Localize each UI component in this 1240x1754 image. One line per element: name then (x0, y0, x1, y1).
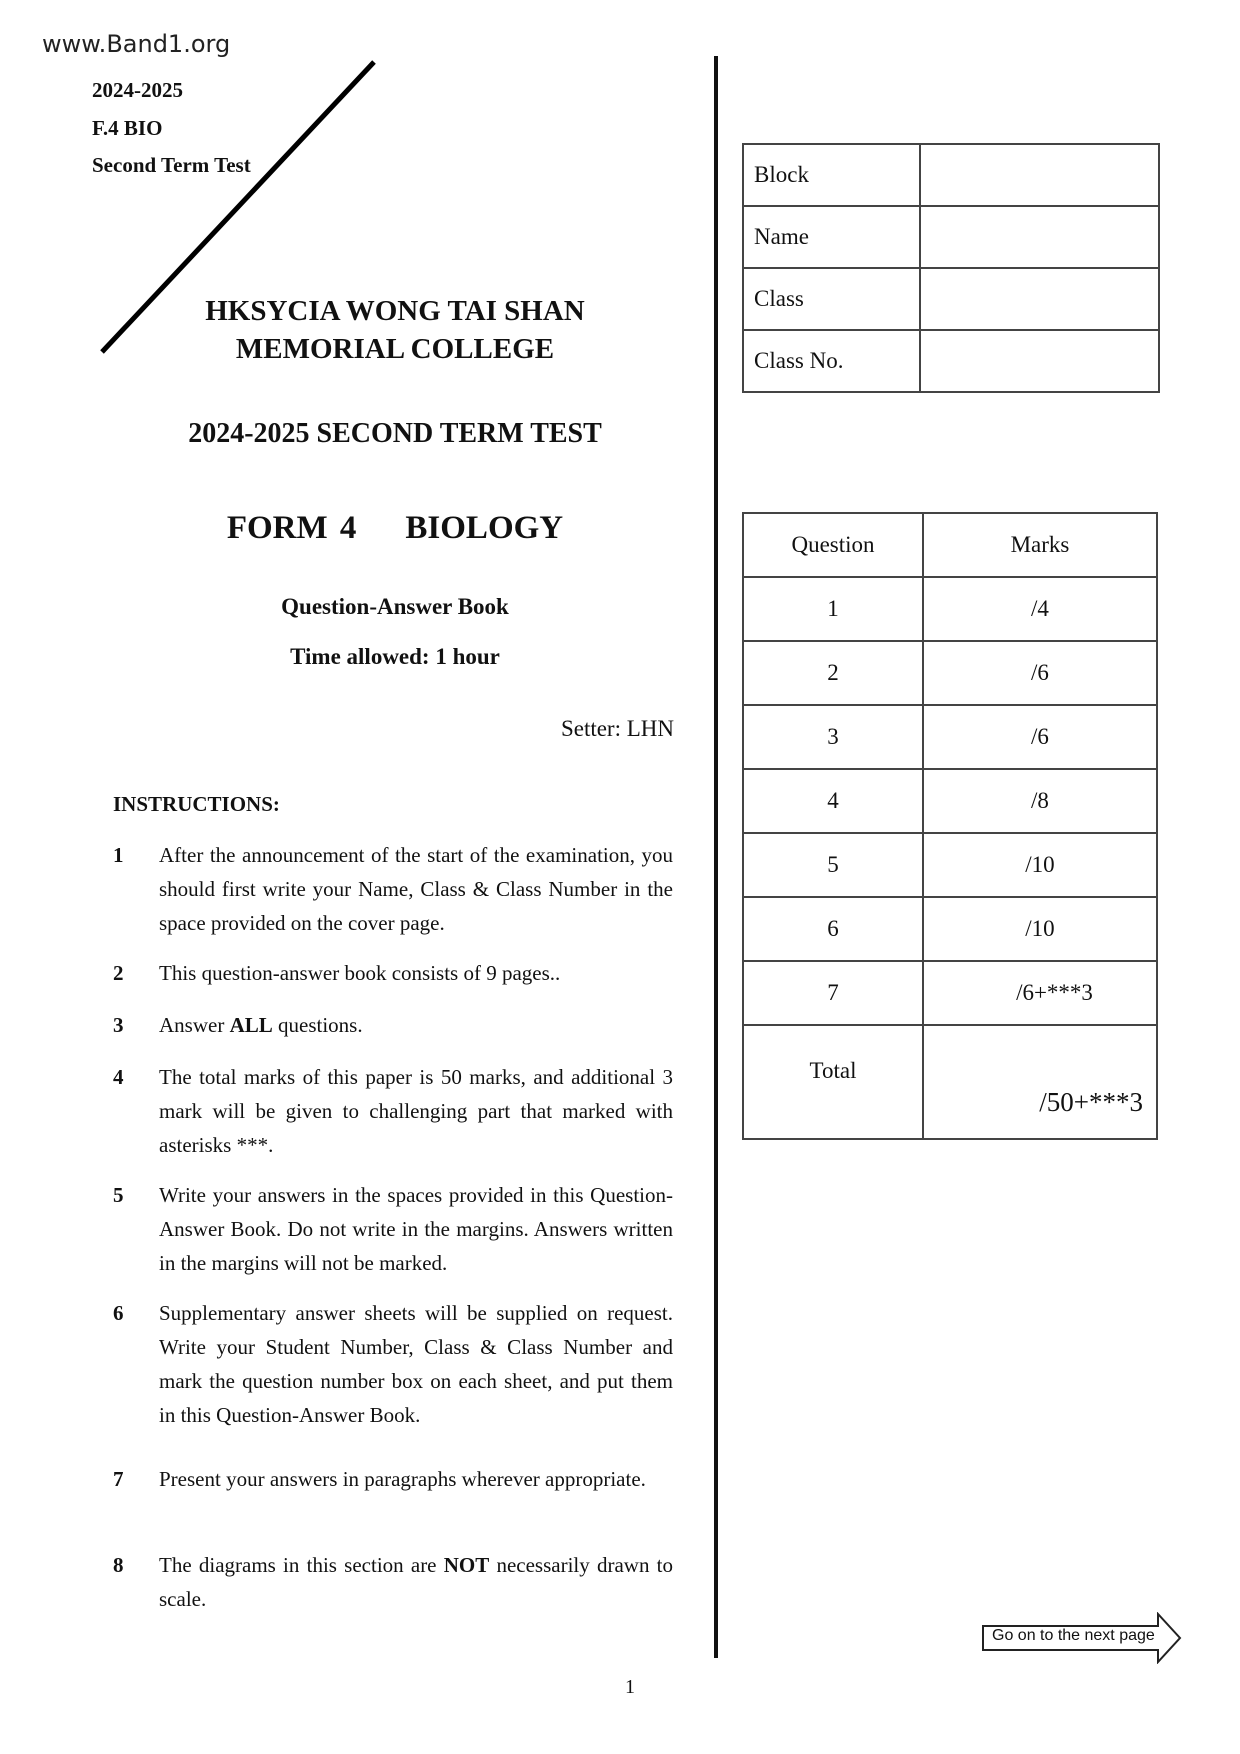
total-label: Total (809, 1058, 857, 1083)
term-title: 2024-2025 SECOND TERM TEST (188, 418, 602, 449)
form-subject-title: FORM 4 BIOLOGY (226, 510, 564, 546)
instruction-item (113, 838, 673, 940)
instruction-text-part: Answer (159, 1013, 230, 1037)
table-row (743, 897, 1157, 961)
question-marks: /10 (923, 833, 1157, 897)
question-marks: /6 (923, 705, 1157, 769)
watermark: www.Band1.org (42, 30, 231, 58)
table-row (743, 769, 1157, 833)
question-marks: /6 (923, 641, 1157, 705)
instruction-text-part: necessarily drawn to scale. (159, 1553, 674, 1611)
school-name (90, 292, 700, 368)
page-number: 1 (625, 1676, 635, 1698)
instruction-number: 4 (113, 1065, 124, 1089)
student-info-table (742, 143, 1160, 393)
column-header-question: Question (743, 513, 923, 577)
question-marks: /6+***3 (923, 961, 1157, 1025)
name-field[interactable] (920, 206, 1159, 268)
instruction-text: Present your answers in paragraphs wherever appropriate. (159, 1467, 646, 1491)
table-row (743, 961, 1157, 1025)
instruction-number: 1 (113, 843, 124, 867)
info-row-class-no (743, 330, 1159, 392)
question-number: 1 (743, 577, 923, 641)
instruction-item (113, 1548, 673, 1616)
question-number: 2 (743, 641, 923, 705)
class-field[interactable] (920, 268, 1159, 330)
instruction-text-part: questions. (272, 1013, 363, 1037)
book-type: Question-Answer Book (281, 594, 509, 619)
instruction-text: The total marks of this paper is 50 marks, and additional 3 mark will be given to challenging part that marked with asterisks ***. (159, 1065, 673, 1157)
instruction-number: 7 (113, 1467, 124, 1491)
question-marks: /10 (923, 897, 1157, 961)
instruction-emphasis: NOT (443, 1553, 490, 1577)
school-name-line2: MEMORIAL COLLEGE (235, 333, 555, 365)
instruction-number: 6 (113, 1301, 124, 1325)
instruction-item (113, 1178, 673, 1280)
instruction-number: 5 (113, 1183, 124, 1207)
info-row-block (743, 144, 1159, 206)
instruction-emphasis: ALL (229, 1013, 273, 1037)
info-row-class (743, 268, 1159, 330)
school-name-line1: HKSYCIA WONG TAI SHAN (205, 295, 585, 327)
total-row (743, 1025, 1157, 1139)
total-marks-cell (923, 1025, 1157, 1139)
table-row (743, 577, 1157, 641)
instruction-text (159, 1008, 673, 1042)
instruction-item (113, 1060, 673, 1162)
total-marks: /50+***3 (1039, 1086, 1143, 1117)
instruction-text (159, 1548, 673, 1616)
instruction-text: This question-answer book consists of 9 pages.. (159, 961, 561, 985)
instruction-text: After the announcement of the start of the examination, you should first write your Name, Class & Class Number in the space provided on the cover page. (159, 843, 673, 935)
total-label-cell (743, 1025, 923, 1139)
question-marks: /4 (923, 577, 1157, 641)
column-header-marks: Marks (923, 513, 1157, 577)
table-row (743, 641, 1157, 705)
instruction-item (113, 1296, 673, 1432)
instruction-text: Write your answers in the spaces provided in this Question-Answer Book. Do not write in the margins. Answers written in the margins will not be marked. (159, 1183, 673, 1275)
question-number: 5 (743, 833, 923, 897)
info-row-name (743, 206, 1159, 268)
next-page-label: Go on to the next page (992, 1627, 1155, 1644)
info-label: Class (743, 268, 920, 330)
question-marks: /8 (923, 769, 1157, 833)
question-number: 4 (743, 769, 923, 833)
instruction-item (113, 956, 673, 990)
instruction-text: Supplementary answer sheets will be supplied on request. Write your Student Number, Class & Class Number and mark the question number box on each sheet, and put them in this Question-Answer Book. (159, 1301, 673, 1427)
instructions-heading: INSTRUCTIONS: (113, 792, 280, 816)
info-label: Class No. (743, 330, 920, 392)
column-divider (714, 56, 718, 1658)
setter: Setter: LHN (560, 716, 674, 741)
info-label: Block (743, 144, 920, 206)
instruction-number: 8 (113, 1553, 124, 1577)
instruction-number: 3 (113, 1013, 124, 1037)
header-year: 2024-2025 (92, 78, 183, 102)
header-subject: F.4 BIO (92, 116, 163, 140)
question-number: 6 (743, 897, 923, 961)
block-field[interactable] (920, 144, 1159, 206)
instruction-number: 2 (113, 961, 124, 985)
marks-header-row (743, 513, 1157, 577)
table-row (743, 705, 1157, 769)
instruction-item (113, 1008, 673, 1042)
info-label: Name (743, 206, 920, 268)
time-allowed: Time allowed: 1 hour (290, 644, 500, 669)
header-test: Second Term Test (92, 153, 251, 177)
question-number: 7 (743, 961, 923, 1025)
marks-table (742, 512, 1158, 1140)
instruction-text-part: The diagrams in this section are (159, 1553, 444, 1577)
table-row (743, 833, 1157, 897)
instruction-item (113, 1462, 673, 1496)
class-no-field[interactable] (920, 330, 1159, 392)
question-number: 3 (743, 705, 923, 769)
